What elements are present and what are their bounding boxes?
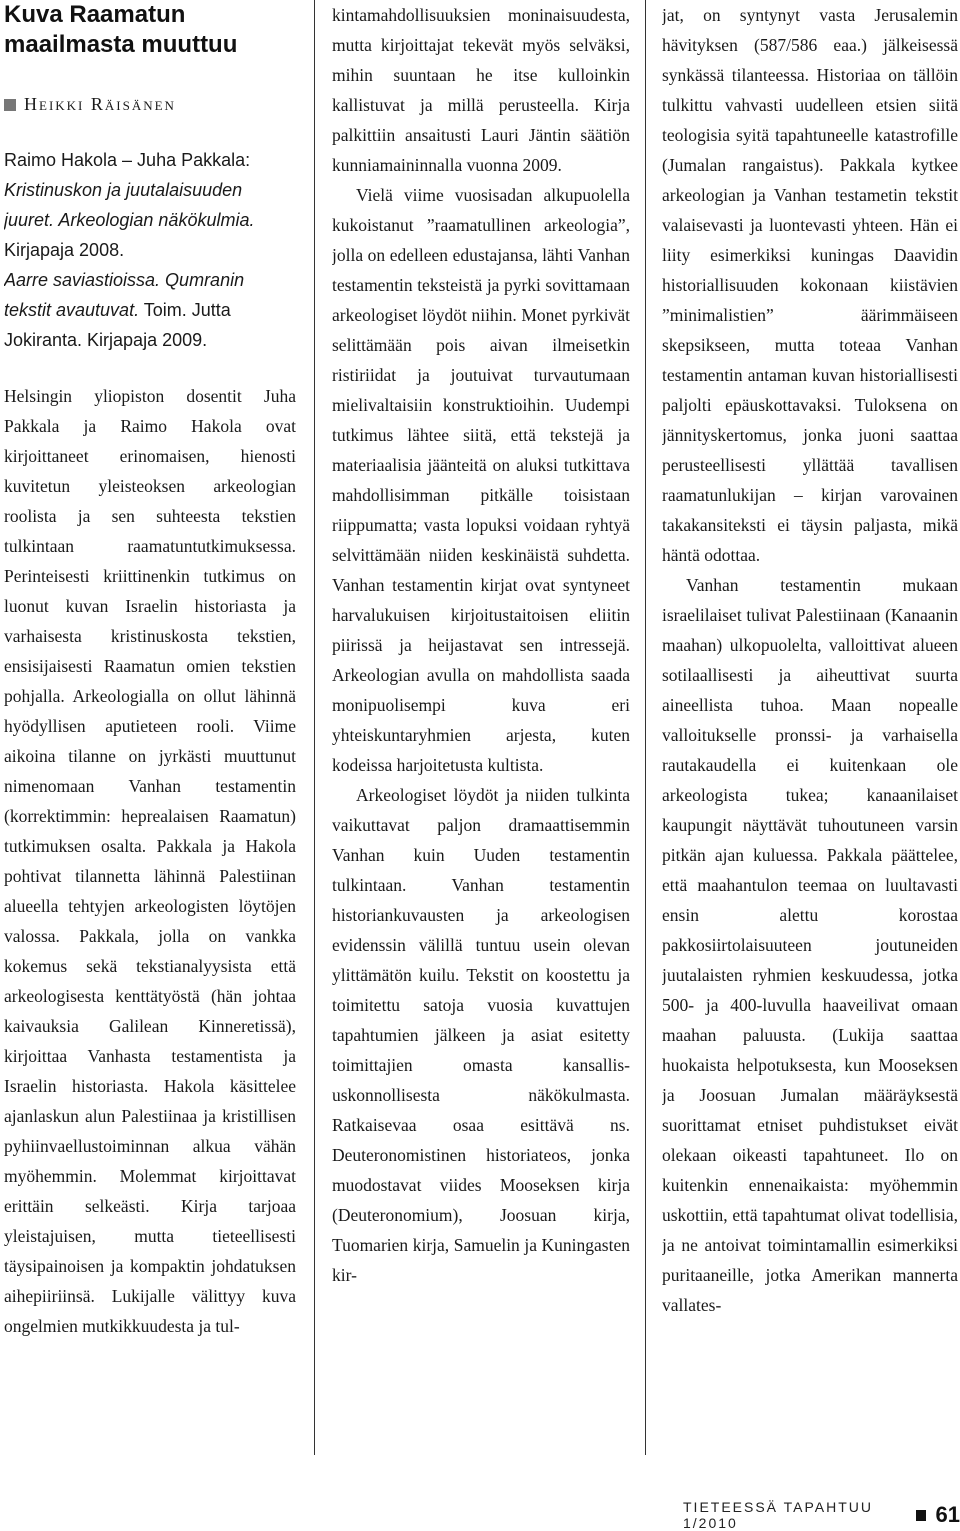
- paragraph: Vanhan testamentin mukaan israelilaiset tulivat Palestiinaan (Kanaanin maahan) ulkopuolelta, valloittivat alueen sotilaallisesti ja aiheuttivat suurta aineellista tuhoa. Maan nopealle valloitukselle pronssi- ja varhaisella rautakaudella ei kuitenkaan ole arkeologista tukea; kanaanilaiset kaupungit näyttävät tuhoutuneen varsin pitkän ajan kuluessa. Pakkala päättelee, että maahantulon teemaa on luultavasti ensin alettu korostaa pakkosiirtolaisuuteen joutuneiden juutalaisten ryhmien keskuudessa, jotka 500- ja 400-luvulla haaveilivat omaan maahan paluusta. (Lukija saattaa huokaista helpotuksesta, kun Mooseksen ja Joosuan Jumalan määräyksestä suorittamat etniset puhdistukset eivät olekaan oikeasti tapahtuneet. Ilo on kuitenkin ennenaikaista: myöhemmin uskottiin, että tapahtumat olivat todellisia, ja ne antoivat toimintamallin esimerkiksi puritaaneille, jotka Amerikan mannerta vallates-: [662, 575, 958, 1315]
- book-2-title: Aarre saviastioissa. Qumranin tekstit avautuvat.: [4, 270, 245, 320]
- book-1-authors: Raimo Hakola – Juha Pakkala:: [4, 150, 251, 170]
- author-square-icon: [4, 99, 16, 111]
- footer-square-icon: [916, 1510, 926, 1521]
- paragraph: kintamahdollisuuksien moninaisuudesta, mutta kirjoittajat tekevät myös selväksi, mihin suuntaan he itse kulloinkin kallistuvat ja millä perusteella. Kirja palkittiin ansaitusti Lauri Jäntin säätiön kunniamaininnalla vuonna 2009.: [332, 5, 630, 175]
- page-number: 61: [935, 1502, 960, 1527]
- paragraph: Arkeologiset löydöt ja niiden tulkinta vaikuttavat paljon dramaattisemmin Vanhan kuin Uuden testamentin tulkintaan. Vanhan testamentin historiankuvausten ja arkeologisen evidenssin välillä tuntuu usein olevan ylittämätön kuilu. Tekstit on koostettu ja toimitettu satoja vuosia kuvattujen tapahtumien jälkeen ja asiat esitetty toimittajien omasta kansallis-uskonnollisesta näkökulmasta. Ratkaisevaa osaa esittävä ns. Deuteronomistinen historiateos, jonka muodostavat viides Mooseksen kirja (Deuteronomium), Joosuan kirja, Tuomarien kirja, Samuelin ja Kuningasten kir-: [332, 785, 630, 1285]
- paragraph: Helsingin yliopiston dosentit Juha Pakkala ja Raimo Hakola ovat kirjoittaneet erinomaisen, hienosti kuvitetun yleisteoksen arkeologian roolista ja sen suhteesta tekstien tulkintaan raamatuntutkimuksessa. Perinteisesti kriittinenkin tutkimus on luonut kuvan Israelin historiasta ja varhaisesta kristinuskosta tekstien, ensisijaisesti Raamatun omien tekstien pohjalla. Arkeologialla on ollut lähinnä hyödyllisen aputieteen rooli. Viime aikoina tilanne on jyrkästi muuttunut nimenomaan Vanhan testamentin (korrektimmin: heprealaisen Raamatun) tutkimuksen osalta. Pakkala ja Hakola pohtivat tilannetta lähinnä Palestiinan alueella tehtyjen arkeologisten löytöjen valossa. Pakkala, jolla on vankka kokemus sekä tekstianalyysista että arkeologisesta kenttätyöstä (hän johtaa kaivauksia Galilean Kinneretissä), kirjoittaa Vanhasta testamentista ja Israelin historiasta. Hakola käsittelee ajanlaskun alun Palestiinaa ja kristillisen pyhiinvaellustoiminnan alkua vähän myöhemmin. Molemmat kirjoittavat erittäin selkeästi. Kirja tarjoaa yleistajuisen, mutta tieteellisesti täysipainoisen ja kompaktin johdatuksen aihepiiriinsä. Lukijalle välittyy kuva ongelmien mutkikkuudesta ja tul-: [4, 386, 296, 1336]
- column-divider: [314, 0, 315, 1455]
- article-author: [4, 94, 296, 115]
- paragraph: jat, on syntynyt vasta Jerusalemin hävityksen (587/586 eaa.) jälkeisessä synkässä tilanteessa. Historiaa on tällöin tulkittu vahvasti uudelleen etsien siitä teologisia syitä tapahtuneelle katastrofille (Jumalan rangaistus). Pakkala kytkee arkeologian ja Vanhan testametin tekstit valaisevasti ja luontevasti yhteen. Hän ei liity esimerkiksi kuningas Daavidin historiallisuuden kokonaan kiistävien ”minimalistien” äärimmäiseen skepsikseen, mutta toteaa Vanhan testamentin antaman kuvan historiallisesti paljolti epäuskottavaksi. Tuloksena on jännityskertomus, jonka juoni saattaa perusteellisesti yllättää tavallisen raamatunlukijan – kirjan varovainen takakansiteksti ei täysin paljasta, mikä häntä odottaa.: [662, 5, 958, 565]
- book-2-details: Toim. Jutta Jokiranta. Kirjapaja 2009.: [4, 300, 231, 350]
- reviewed-books: [4, 145, 296, 355]
- column-1: [4, 0, 296, 1460]
- paragraph: Vielä viime vuosisadan alkupuolella kukoistanut ”raamatullinen arkeologia”, jolla on edelleen edustajansa, lähti Vanhan testamentin teksteistä ja pyrki sovittamaan arkeologiset löydöt niihin. Monet pyrkivät selittämään pois aivan ilmeisetkin ristiriidat ja joutuivat turvautumaan mielivaltaisiin konstruktioihin. Uudempi tutkimus lähtee siitä, että tekstejä ja materiaalisia jäänteitä on aluksi tutkittava mahdollisimman pitkälle toisistaan riippumatta; vasta lopuksi voidaan ryhtyä selvittämään niiden keskinäistä suhdetta. Vanhan testamentin kirjat ovat syntyneet harvalukuisen kirjoitustaitoisen eliitin piirissä ja heijastavat sen intressejä. Arkeologian avulla on mahdollista saada monipuolisempi kuva eri yhteiskuntaryhmien arjesta, kuten kodeissa harjoitetusta kultista.: [332, 185, 630, 775]
- article-title: Kuva Raamatun maailmasta muuttuu: [4, 1, 238, 58]
- page-footer: [683, 1499, 960, 1531]
- author-name: Heikki Räisänen: [24, 94, 176, 114]
- column-divider: [645, 0, 646, 1455]
- magazine-name: TIETEESSÄ TAPAHTUU 1/2010: [683, 1499, 874, 1531]
- book-1: [4, 145, 296, 265]
- column-1-body: [4, 381, 296, 1341]
- book-1-publisher: Kirjapaja 2008.: [4, 240, 125, 260]
- book-2: [4, 265, 296, 355]
- book-1-title: Kristinuskon ja juutalaisuuden juuret. Arkeologian näkökulmia.: [4, 180, 255, 230]
- column-3: [662, 0, 958, 1460]
- column-2: [332, 0, 630, 1460]
